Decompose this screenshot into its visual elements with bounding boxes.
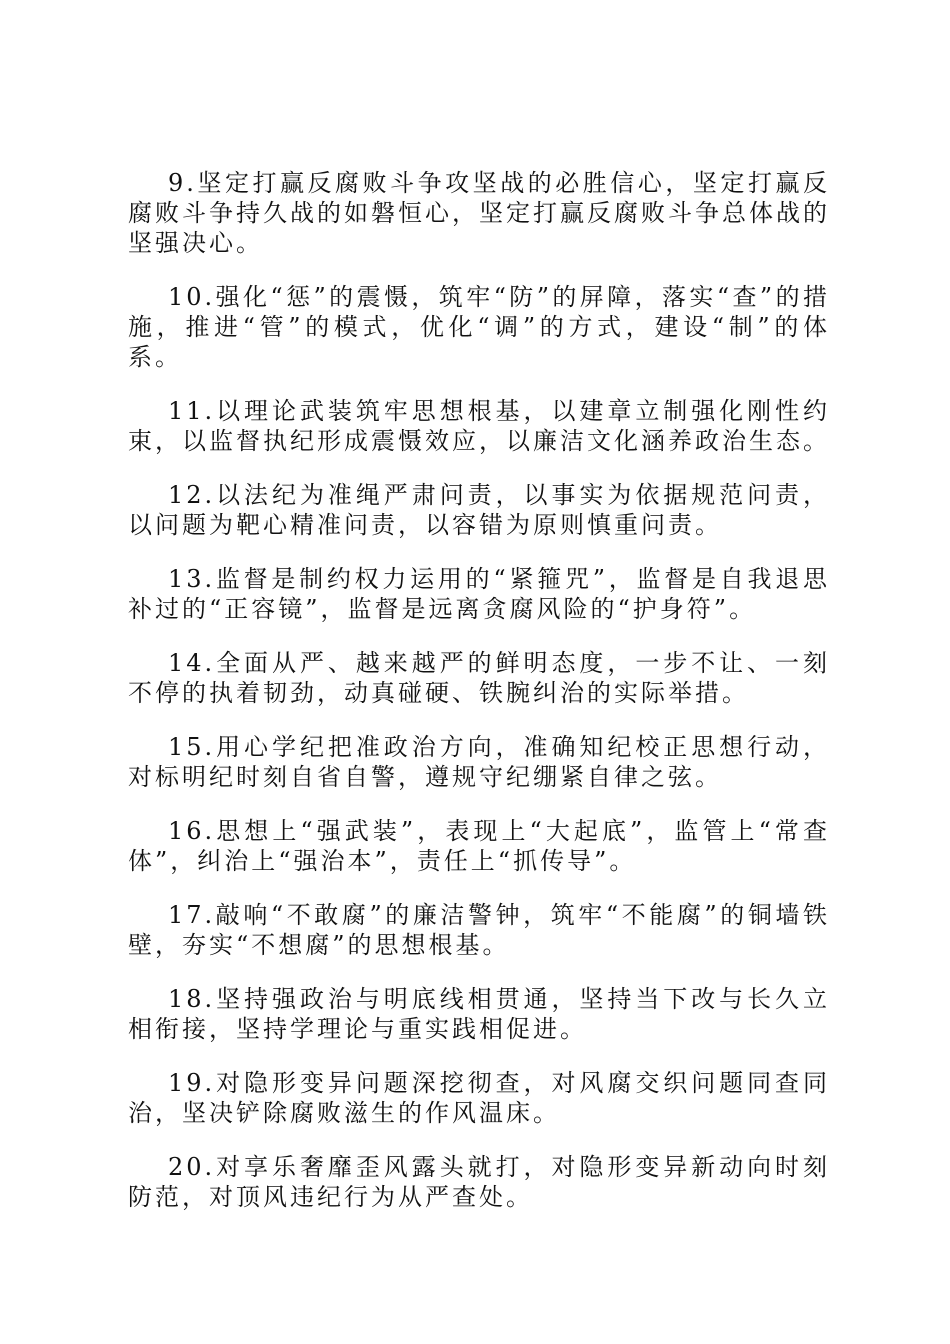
paragraph-11: 11.以理论武装筑牢思想根基，以建章立制强化刚性约束，以监督执纪形成震慑效应，以廉洁文化涵养政治生态。 bbox=[128, 397, 830, 455]
paragraph-16: 16.思想上“强武装”，表现上“大起底”，监管上“常查体”，纠治上“强治本”，责任上“抓传导”。 bbox=[128, 817, 830, 875]
paragraph-17: 17.敲响“不敢腐”的廉洁警钟，筑牢“不能腐”的铜墙铁壁，夯实“不想腐”的思想根基。 bbox=[128, 901, 830, 959]
paragraph-9: 9.坚定打赢反腐败斗争攻坚战的必胜信心，坚定打赢反腐败斗争持久战的如磐恒心，坚定打赢反腐败斗争总体战的坚强决心。 bbox=[128, 169, 830, 257]
paragraph-14: 14.全面从严、越来越严的鲜明态度，一步不让、一刻不停的执着韧劲，动真碰硬、铁腕纠治的实际举措。 bbox=[128, 649, 830, 707]
paragraph-10: 10.强化“惩”的震慑，筑牢“防”的屏障，落实“查”的措施，推进“管”的模式，优化“调”的方式，建设“制”的体系。 bbox=[128, 283, 830, 371]
document-body bbox=[128, 168, 830, 1236]
paragraph-12: 12.以法纪为准绳严肃问责，以事实为依据规范问责，以问题为靶心精准问责，以容错为原则慎重问责。 bbox=[128, 481, 830, 539]
paragraph-15: 15.用心学纪把准政治方向，准确知纪校正思想行动，对标明纪时刻自省自警，遵规守纪绷紧自律之弦。 bbox=[128, 733, 830, 791]
paragraph-13: 13.监督是制约权力运用的“紧箍咒”，监督是自我退思补过的“正容镜”，监督是远离贪腐风险的“护身符”。 bbox=[128, 565, 830, 623]
paragraph-20: 20.对享乐奢靡歪风露头就打，对隐形变异新动向时刻防范，对顶风违纪行为从严查处。 bbox=[128, 1153, 830, 1211]
paragraph-19: 19.对隐形变异问题深挖彻查，对风腐交织问题同查同治，坚决铲除腐败滋生的作风温床。 bbox=[128, 1069, 830, 1127]
paragraph-18: 18.坚持强政治与明底线相贯通，坚持当下改与长久立相衔接，坚持学理论与重实践相促进。 bbox=[128, 985, 830, 1043]
